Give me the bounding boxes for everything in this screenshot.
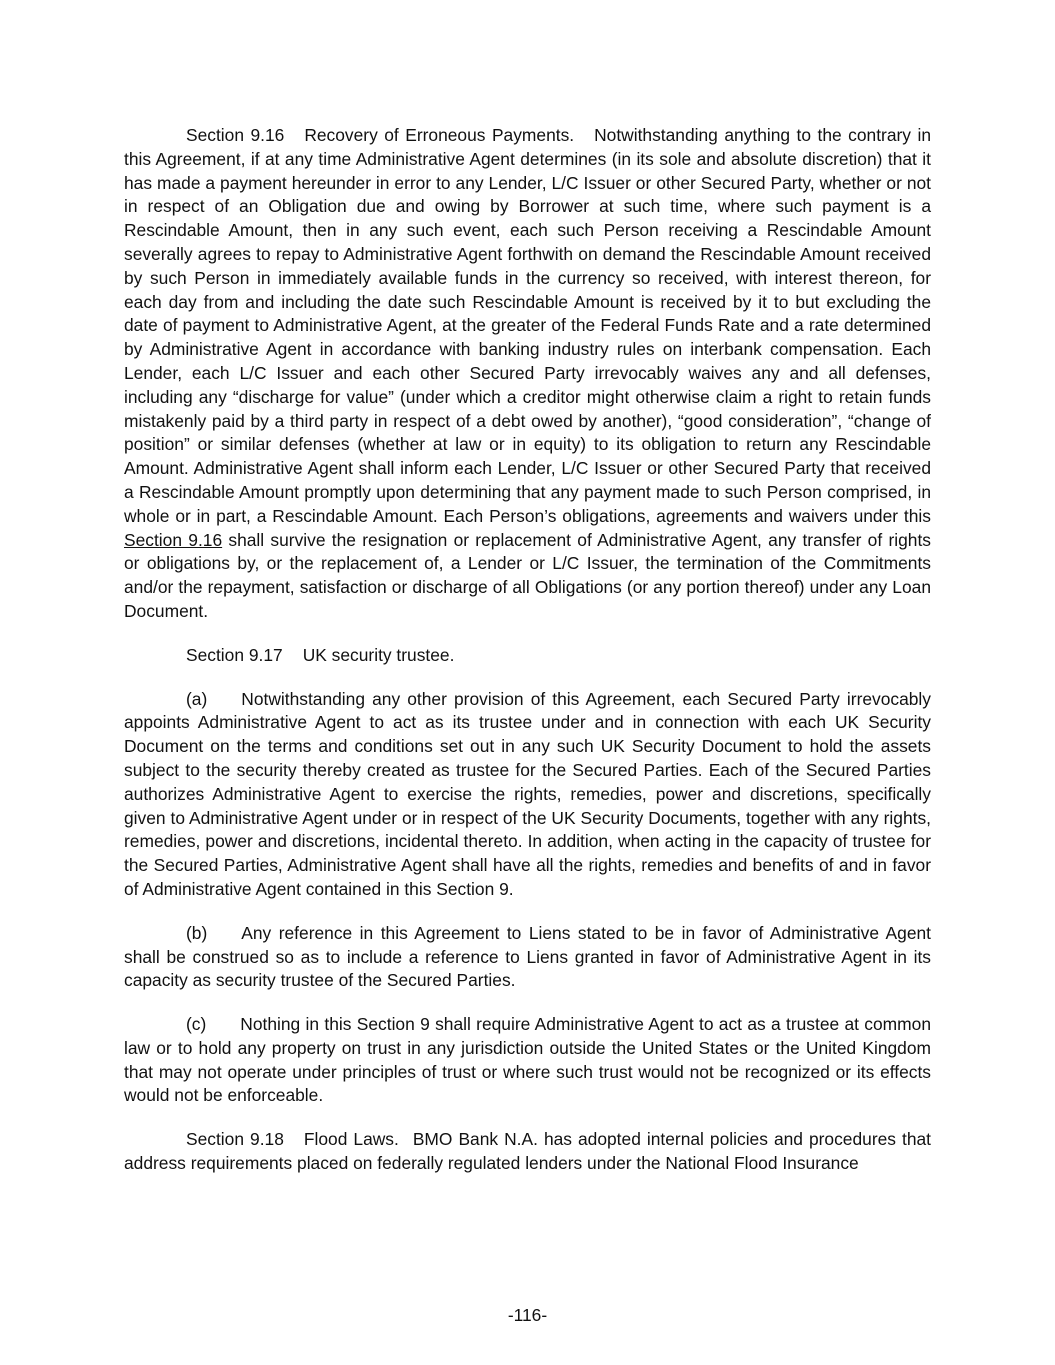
item-c-label: (c) (186, 1014, 207, 1035)
section-9-16-body-part2: shall survive the resignation or replacement of Administrative Agent, any transfer of rights or obligations by, or the replacement of, a Lender or L/C Issuer, the termination of the Commitments and/or the repayment, satisfaction or discharge of all Obligations (or any portion thereof) under any Loan Document. (124, 529, 931, 621)
item-b-label: (b) (186, 922, 208, 943)
section-9-16-paragraph (124, 124, 931, 624)
item-a-label: (a) (186, 688, 208, 709)
section-9-17-item-b (124, 922, 931, 993)
document-page (124, 124, 931, 1176)
section-9-17-title: UK security trustee. (302, 644, 455, 665)
section-9-18-title: Flood Laws. (303, 1129, 399, 1150)
section-9-16-body-part1: Notwithstanding anything to the contrary in this Agreement, if at any time Administrative Agent determines (in its sole and absolute discretion) that it has made a payment hereunder in error to any Lender, L/C Issuer or other Secured Party, whether or not in respect of an Obligation due and owing by Borrower at such time, where such payment is a Rescindable Amount, then in any such event, each such Person receiving a Rescindable Amount severally agrees to repay to Administrative Agent forthwith on demand the Rescindable Amount received by such Person in immediately available funds in the currency so received, with interest thereon, for each day from and including the date such Rescindable Amount is received by it to but excluding the date of payment to Administrative Agent, at the greater of the Federal Funds Rate and a rate determined by Administrative Agent in accordance with banking industry rules on interbank compensation. Each Lender, each L/C Issuer and each other Secured Party irrevocably waives any and all defenses, including any “discharge for value” (under which a creditor might otherwise claim a right to retain funds mistakenly paid by a third party in respect of a debt owed by another), “good consideration”, “change of position” or similar defenses (whether at law or in equity) to its obligation to return any Rescindable Amount. Administrative Agent shall inform each Lender, L/C Issuer or other Secured Party that received a Rescindable Amount promptly upon determining that any payment made to such Person comprised, in whole or in part, a Rescindable Amount. Each Person’s obligations, agreements and waivers under this (124, 125, 932, 526)
section-9-18-body: BMO Bank N.A. has adopted internal policies and procedures that address requirements placed on federally regulated lenders under the National Flood Insurance (124, 1129, 931, 1174)
item-a-text: Notwithstanding any other provision of this Agreement, each Secured Party irrevocably appoints Administrative Agent to act as its trustee under and in connection with each UK Security Document on the terms and conditions set out in any such UK Security Document to hold the assets subject to the security thereby created as trustee for the Secured Parties. Each of the Secured Parties authorizes Administrative Agent to exercise the rights, remedies, power and discretions, specifically given to Administrative Agent under or in respect of the UK Security Documents, together with any rights, remedies, power and discretions, incidental thereto. In addition, when acting in the capacity of trustee for the Secured Parties, Administrative Agent shall have all the rights, remedies and benefits of and in favor of Administrative Agent contained in this Section 9. (124, 688, 931, 899)
section-9-17-item-a (124, 688, 931, 902)
section-9-18-paragraph (124, 1128, 931, 1176)
section-9-18-heading: Section 9.18 (186, 1129, 284, 1150)
page-number: -116- (507, 1305, 548, 1325)
section-9-16-heading: Section 9.16 (186, 125, 285, 145)
item-c-text: Nothing in this Section 9 shall require Administrative Agent to act as a trustee at common law or to hold any property on trust in any jurisdiction outside the United States or the United Kingdom that may not operate under principles of trust or where such trust would not be recognized or its effects would not be enforceable. (124, 1014, 931, 1106)
item-b-text: Any reference in this Agreement to Liens stated to be in favor of Administrative Agent shall be construed so as to include a reference to Liens granted in favor of Administrative Agent in its capacity as security trustee of the Secured Parties. (124, 922, 931, 991)
section-9-16-cross-reference: Section 9.16 (124, 529, 223, 550)
section-9-16-title: Recovery of Erroneous Payments. (304, 125, 575, 145)
section-9-17-item-c (124, 1013, 931, 1108)
section-9-17-heading: Section 9.17 (186, 644, 283, 665)
section-9-17-heading-paragraph (124, 644, 931, 668)
